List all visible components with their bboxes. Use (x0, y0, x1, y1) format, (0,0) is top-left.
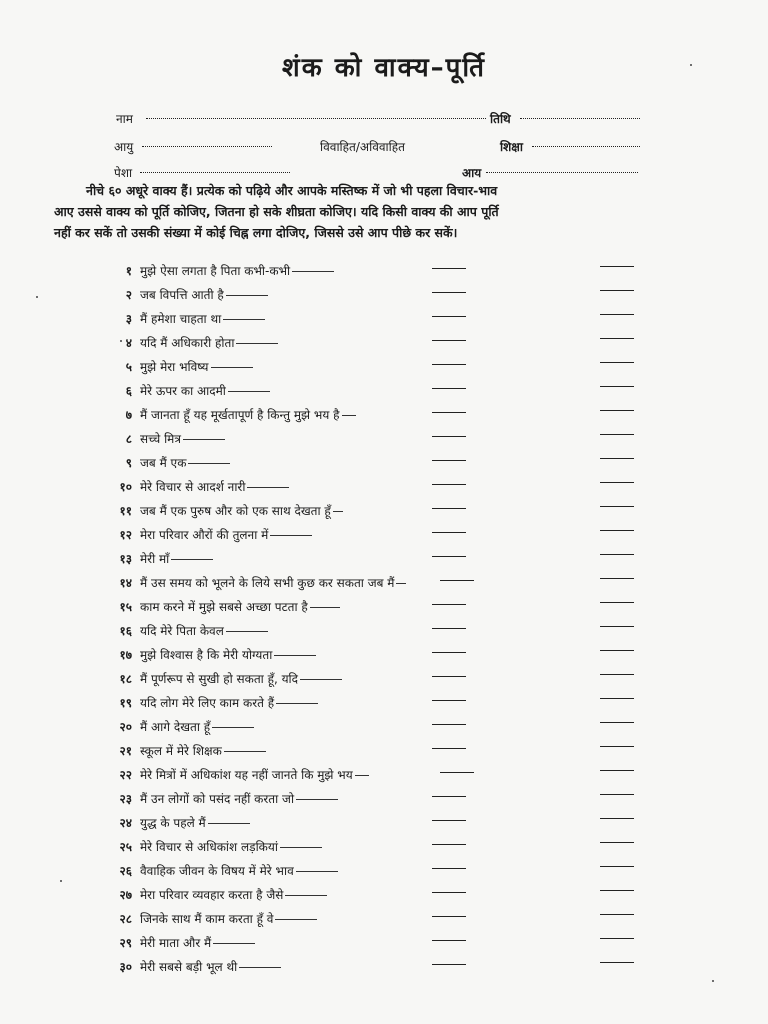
sentence-item (0, 886, 768, 909)
scan-speck (712, 980, 714, 982)
answer-blank[interactable] (432, 388, 466, 389)
answer-blank[interactable] (432, 340, 466, 341)
item-text: मेरे ऊपर का आदमी (140, 382, 270, 399)
sentence-item (0, 646, 768, 669)
score-blank[interactable] (600, 842, 634, 843)
date-field[interactable] (520, 112, 640, 119)
sentence-item (0, 718, 768, 741)
sentence-item (0, 814, 768, 837)
answer-blank[interactable] (432, 436, 466, 437)
sentence-item (0, 598, 768, 621)
item-text: मुझे मेरा भविष्य (140, 358, 253, 375)
occupation-field[interactable] (140, 166, 290, 173)
item-text: मेरा परिवार व्यवहार करता है जैसे (140, 886, 327, 903)
score-blank[interactable] (600, 698, 634, 699)
sentence-item (0, 862, 768, 885)
item-number: ६ (125, 384, 132, 398)
score-blank[interactable] (600, 554, 634, 555)
score-blank[interactable] (600, 530, 634, 531)
item-number: २६ (119, 864, 132, 878)
answer-blank[interactable] (432, 820, 466, 821)
sentence-item (0, 406, 768, 429)
answer-blank[interactable] (432, 412, 466, 413)
answer-blank[interactable] (432, 316, 466, 317)
answer-blank[interactable] (432, 844, 466, 845)
item-text: जब विपत्ति आती है (140, 286, 268, 303)
item-number: ४ (125, 336, 132, 350)
score-blank[interactable] (600, 674, 634, 675)
sentence-item (0, 526, 768, 549)
answer-blank[interactable] (432, 892, 466, 893)
score-blank[interactable] (600, 746, 634, 747)
answer-blank[interactable] (440, 580, 474, 581)
item-number: १७ (119, 648, 132, 662)
answer-blank[interactable] (432, 748, 466, 749)
name-field[interactable] (146, 112, 486, 119)
item-text: मेरी माँ (140, 550, 213, 567)
instruction-line: नहीं कर सकें तो उसकी संख्या में कोई चिह्न लगा दोजिए, जिससे उसे आप पीछे कर सकें। (54, 225, 458, 240)
item-number: ९ (125, 456, 132, 470)
page-title: शंक को वाक्य–पूर्ति (282, 53, 486, 83)
sentence-item (0, 478, 768, 501)
answer-blank[interactable] (432, 868, 466, 869)
item-number: १ (125, 264, 132, 278)
score-blank[interactable] (600, 362, 634, 363)
sentence-item (0, 670, 768, 693)
item-text: मुझे ऐसा लगता है पिता कभी-कभी (140, 262, 334, 279)
item-text: जिनके साथ मैं काम करता हूँ वे (140, 910, 317, 927)
score-blank[interactable] (600, 626, 634, 627)
item-number: १९ (119, 696, 132, 710)
answer-blank[interactable] (432, 676, 466, 677)
score-blank[interactable] (600, 890, 634, 891)
scan-speck (120, 340, 122, 342)
sentence-item (0, 454, 768, 477)
item-number: १८ (119, 672, 132, 686)
answer-blank[interactable] (432, 292, 466, 293)
sentence-item (0, 934, 768, 957)
item-number: २४ (119, 816, 132, 830)
item-number: १० (119, 480, 132, 494)
item-text: मैं आगे देखता हूँ (140, 718, 254, 735)
answer-blank[interactable] (432, 796, 466, 797)
sentence-item (0, 742, 768, 765)
item-number: ३० (119, 960, 132, 974)
item-number: २७ (119, 888, 132, 902)
score-blank[interactable] (600, 434, 634, 435)
score-blank[interactable] (600, 338, 634, 339)
score-blank[interactable] (600, 962, 634, 963)
score-blank[interactable] (600, 506, 634, 507)
item-number: ३ (125, 312, 132, 326)
answer-blank[interactable] (432, 628, 466, 629)
item-text: यदि मैं अधिकारी होता (140, 334, 278, 351)
item-number: २ (125, 288, 132, 302)
item-text: मेरे विचार से अधिकांश लड़कियां (140, 838, 322, 855)
item-number: १५ (119, 600, 132, 614)
sentence-item (0, 622, 768, 645)
item-number: २० (119, 720, 132, 734)
age-label: आयु (114, 140, 134, 154)
item-number: ५ (125, 360, 132, 374)
education-field[interactable] (532, 140, 640, 147)
answer-blank[interactable] (432, 364, 466, 365)
item-number: २३ (119, 792, 132, 806)
item-number: २१ (119, 744, 132, 758)
item-number: २९ (119, 936, 132, 950)
score-blank[interactable] (600, 266, 634, 267)
score-blank[interactable] (600, 770, 634, 771)
answer-blank[interactable] (432, 556, 466, 557)
item-text: यदि मेरे पिता केवल (140, 622, 268, 639)
sentence-item (0, 310, 768, 333)
item-number: ७ (125, 408, 132, 422)
item-text: यदि लोग मेरे लिए काम करते हैं (140, 694, 318, 711)
item-text: मैं उन लोगों को पसंद नहीं करता जो (140, 790, 338, 807)
scan-speck (60, 880, 62, 882)
answer-blank[interactable] (440, 772, 474, 773)
item-text: जब मैं एक (140, 454, 230, 471)
score-blank[interactable] (600, 458, 634, 459)
item-text: मैं पूर्णरूप से सुखी हो सकता हूँ, यदि (140, 670, 342, 687)
sentence-item (0, 382, 768, 405)
sentence-item (0, 838, 768, 861)
item-text: मुझे विश्वास है कि मेरी योग्यता (140, 646, 316, 663)
sentence-item (0, 502, 768, 525)
item-number: १३ (119, 552, 132, 566)
score-blank[interactable] (600, 914, 634, 915)
answer-blank[interactable] (432, 532, 466, 533)
education-label: शिक्षा (500, 140, 523, 154)
instruction-line: आए उससे वाक्य को पूर्ति कोजिए, जितना हो सके शीघ्रता कोजिए। यदि किसी वाक्य की आप पूर्ति (54, 204, 499, 219)
sentence-item (0, 790, 768, 813)
item-number: १४ (119, 576, 132, 590)
item-text: मेरे मित्रों में अधिकांश यह नहीं जानते कि मुझे भय (140, 766, 369, 783)
score-blank[interactable] (600, 794, 634, 795)
item-text: वैवाहिक जीवन के विषय में मेरे भाव (140, 862, 338, 879)
marital-status-label: विवाहित/अविवाहित (320, 140, 405, 154)
instruction-line: नीचे ६० अधूरे वाक्य हैं। प्रत्येक को पढ़िये और आपके मस्तिष्क में जो भी पहला विचार-भाव (86, 183, 498, 198)
sentence-item (0, 694, 768, 717)
sentence-item (0, 262, 768, 285)
answer-blank[interactable] (432, 460, 466, 461)
item-number: २२ (119, 768, 132, 782)
answer-blank[interactable] (432, 604, 466, 605)
score-blank[interactable] (600, 866, 634, 867)
item-text: सच्चे मित्र (140, 430, 225, 447)
item-text: मैं हमेशा चाहता था (140, 310, 265, 327)
item-text: मेरे विचार से आदर्श नारी (140, 478, 289, 495)
sentence-item (0, 766, 768, 789)
answer-blank[interactable] (432, 916, 466, 917)
score-blank[interactable] (600, 386, 634, 387)
scan-speck (690, 64, 692, 66)
score-blank[interactable] (600, 578, 634, 579)
answer-blank[interactable] (432, 724, 466, 725)
item-text: काम करने में मुझे सबसे अच्छा पटता है (140, 598, 340, 615)
instructions (54, 180, 666, 243)
sentence-item (0, 286, 768, 309)
sentence-item (0, 958, 768, 981)
score-blank[interactable] (600, 722, 634, 723)
item-text: स्कूल में मेरे शिक्षक (140, 742, 266, 759)
item-number: ११ (119, 504, 132, 518)
score-blank[interactable] (600, 290, 634, 291)
item-text: मेरा परिवार औरों की तुलना में (140, 526, 312, 543)
age-field[interactable] (142, 140, 272, 147)
item-text: मैं जानता हूँ यह मूर्खतापूर्ण है किन्तु मुझे भय है (140, 406, 356, 423)
sentence-item (0, 430, 768, 453)
score-blank[interactable] (600, 650, 634, 651)
score-blank[interactable] (600, 602, 634, 603)
address-label: आय (462, 166, 482, 180)
score-blank[interactable] (600, 482, 634, 483)
sentence-item (0, 574, 768, 597)
score-blank[interactable] (600, 818, 634, 819)
item-number: १६ (119, 624, 132, 638)
score-blank[interactable] (600, 938, 634, 939)
answer-blank[interactable] (432, 652, 466, 653)
item-number: १२ (119, 528, 132, 542)
sentence-item (0, 358, 768, 381)
score-blank[interactable] (600, 314, 634, 315)
answer-blank[interactable] (432, 484, 466, 485)
date-label: तिथि (490, 112, 511, 126)
answer-blank[interactable] (432, 940, 466, 941)
scan-speck (36, 296, 38, 298)
sentence-item (0, 550, 768, 573)
sentence-item (0, 910, 768, 933)
item-number: २८ (119, 912, 132, 926)
name-label: नाम (116, 112, 133, 126)
answer-blank[interactable] (432, 268, 466, 269)
occupation-label: पेशा (114, 166, 133, 180)
score-blank[interactable] (600, 410, 634, 411)
item-number: २५ (119, 840, 132, 854)
item-number: ८ (125, 432, 132, 446)
address-field[interactable] (486, 166, 638, 173)
answer-blank[interactable] (432, 508, 466, 509)
item-text: मैं उस समय को भूलने के लिये सभी कुछ कर सकता जब मैं (140, 574, 406, 591)
answer-blank[interactable] (432, 700, 466, 701)
item-text: मेरी सबसे बड़ी भूल थी (140, 958, 281, 975)
item-text: मेरी माता और मैं (140, 934, 255, 951)
sentence-item (0, 334, 768, 357)
answer-blank[interactable] (432, 964, 466, 965)
item-text: युद्ध के पहले मैं (140, 814, 250, 831)
item-text: जब मैं एक पुरुष और को एक साथ देखता हूँ (140, 502, 343, 519)
